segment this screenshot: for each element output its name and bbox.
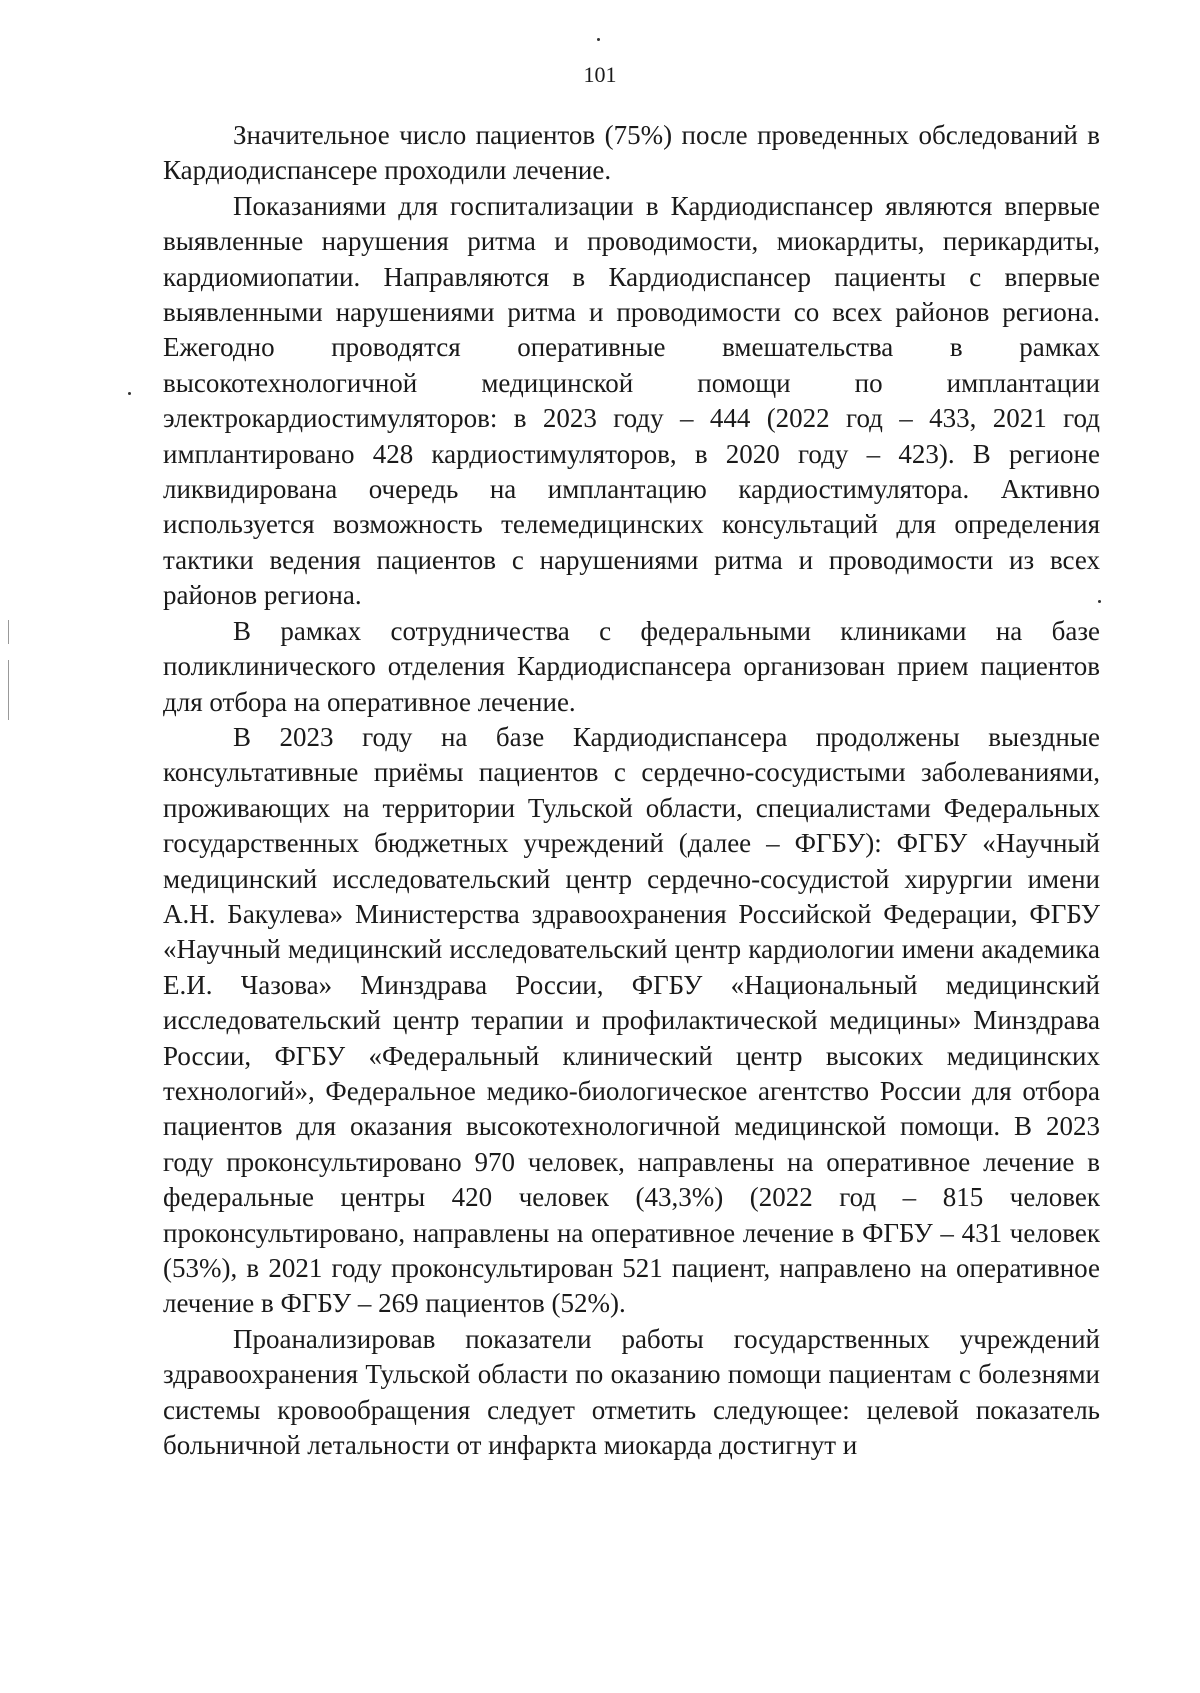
paragraph: В 2023 году на базе Кардиодиспансера продолжены выездные консультативные приёмы пациентов с сердечно-сосудистыми заболеваниями, проживающих на территории Тульской области, специалистами Федеральных государственных бюджетных учреждений (далее – ФГБУ): ФГБУ «Научный медицинский исследовательский центр сердечно-сосудистой хирургии имени А.Н. Бакулева» Министерства здравоохранения Российской Федерации, ФГБУ «Научный медицинский исследовательский центр кардиологии имени академика Е.И. Чазова» Минздрава России, ФГБУ «Национальный медицинский исследовательский центр терапии и профилактической медицины» Минздрава России, ФГБУ «Федеральный клинический центр высоких медицинских технологий», Федеральное медико-биологическое агентство России для отбора пациентов для оказания высокотехнологичной медицинской помощи. В 2023 году проконсультировано 970 человек, направлены на оперативное лечение в федеральные центры 420 человек (43,3%) (2022 год – 815 человек проконсультировано, направлены на оперативное лечение в ФГБУ – 431 человек (53%), в 2021 году проконсультирован 521 пациент, направлено на оперативное лечение в ФГБУ – 269 пациентов (52%). — [163, 721, 1100, 1319]
scan-speck — [128, 392, 131, 395]
page-number: 101 — [583, 62, 617, 87]
paragraph: Проанализировав показатели работы государственных учреждений здравоохранения Тульской области по оказанию помощи пациентам с болезнями системы кровообращения следует отметить следующее: целевой показатель больничной летальности от инфаркта миокарда достигнут и — [163, 1323, 1100, 1461]
scan-margin-mark — [8, 620, 9, 644]
paragraph: Показаниями для госпитализации в Кардиодиспансер являются впервые выявленные нарушения ритма и проводимости, миокардиты, перикардиты, кардиомиопатии. Направляются в Кардиодиспансер пациенты с впервые выявленными нарушениями ритма и проводимости со всех районов региона. Ежегодно проводятся оперативные вмешательства в рамках высокотехнологичной медицинской помощи по имплантации электрокардиостимуляторов: в 2023 году – 444 (2022 год – 433, 2021 год имплантировано 428 кардиостимуляторов, в 2020 году – 423). В регионе ликвидирована очередь на имплантацию кардиостимулятора. Активно используется возможность телемедицинских консультаций для определения тактики ведения пациентов с нарушениями ритма и проводимости из всех районов региона. — [163, 190, 1100, 611]
scan-speck — [597, 38, 600, 41]
scan-margin-mark — [8, 660, 9, 720]
body-text — [163, 118, 1100, 1463]
paragraph: Значительное число пациентов (75%) после проведенных обследований в Кардиодиспансере проходили лечение. — [163, 120, 1100, 186]
paragraph: В рамках сотрудничества с федеральными клиниками на базе поликлинического отделения Кардиодиспансера организован прием пациентов для отбора на оперативное лечение. — [163, 615, 1100, 717]
